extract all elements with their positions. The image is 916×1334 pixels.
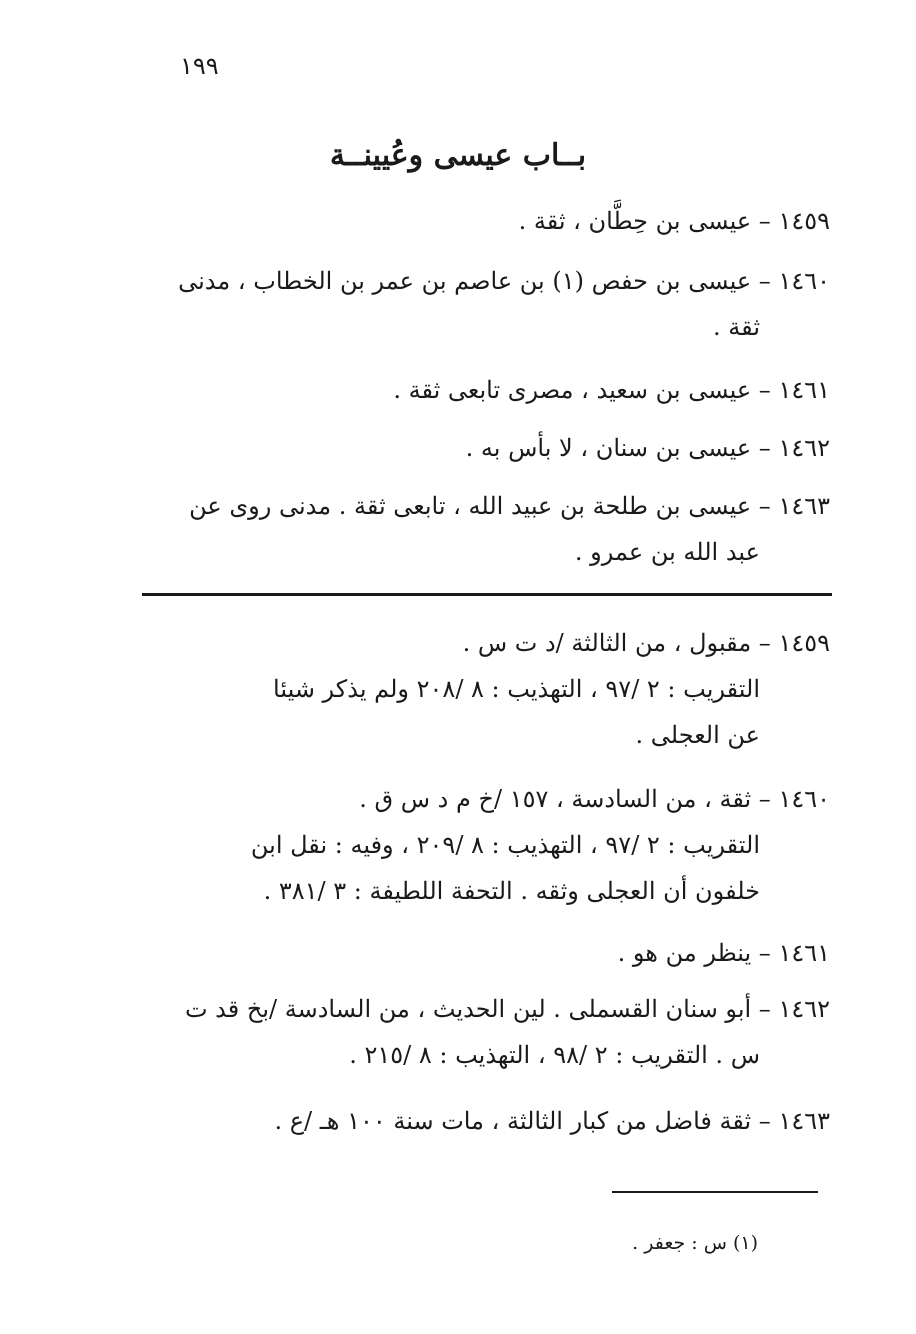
main-entry (130, 258, 830, 350)
note-line: التقريب : ٢ /٩٧ ، التهذيب : ٨ /٢٠٩ ، وفيه : نقل ابن (250, 831, 760, 859)
main-entry (130, 425, 830, 471)
page-number: ١٩٩ (180, 52, 219, 80)
note-line: ١٤٦٠ – ثقة ، من السادسة ، ١٥٧ /خ م د س ق . (359, 785, 830, 813)
entry-line: ١٤٦٢ – عيسى بن سنان ، لا بأس به . (465, 434, 830, 462)
note-entry (130, 930, 830, 976)
entry-line: ١٤٦١ – عيسى بن سعيد ، مصرى تابعى ثقة . (393, 376, 830, 404)
entry-line: ١٤٦٠ – عيسى بن حفص (١) بن عاصم بن عمر بن الخطاب ، مدنى (178, 267, 830, 295)
note-line: ١٤٦٢ – أبو سنان القسملى . لين الحديث ، من السادسة /بخ قد ت (184, 995, 830, 1023)
entry-line: ثقة . (713, 313, 760, 341)
note-line: ١٤٦١ – ينظر من هو . (617, 939, 830, 967)
note-entry (130, 620, 830, 758)
main-entry (130, 367, 830, 413)
note-line: ١٤٥٩ – مقبول ، من الثالثة /د ت س . (462, 629, 830, 657)
footnote: (١) س : جعفر . (632, 1232, 758, 1254)
main-entry (130, 198, 830, 244)
footnote-rule (612, 1191, 818, 1193)
main-entry (130, 483, 830, 575)
note-line: التقريب : ٢ /٩٧ ، التهذيب : ٨ /٢٠٨ ولم يذكر شيئا (273, 675, 760, 703)
note-line: ١٤٦٣ – ثقة فاضل من كبار الثالثة ، مات سنة ١٠٠ هـ /ع . (274, 1107, 830, 1135)
entry-line: ١٤٦٣ – عيسى بن طلحة بن عبيد الله ، تابعى ثقة . مدنى روى عن (189, 492, 830, 520)
entry-line: عبد الله بن عمرو . (574, 538, 760, 566)
note-entry (130, 776, 830, 914)
note-entry (130, 986, 830, 1078)
section-divider (142, 593, 832, 596)
note-line: عن العجلى . (635, 721, 760, 749)
chapter-title: بــاب عيسى وعُيينــة (329, 138, 587, 173)
entry-line: ١٤٥٩ – عيسى بن حِطَّان ، ثقة . (518, 207, 830, 235)
note-line: خلفون أن العجلى وثقه . التحفة اللطيفة : ٣ /٣٨١ . (263, 877, 760, 905)
note-line: س . التقريب : ٢ /٩٨ ، التهذيب : ٨ /٢١٥ . (349, 1041, 760, 1069)
note-entry (130, 1098, 830, 1144)
